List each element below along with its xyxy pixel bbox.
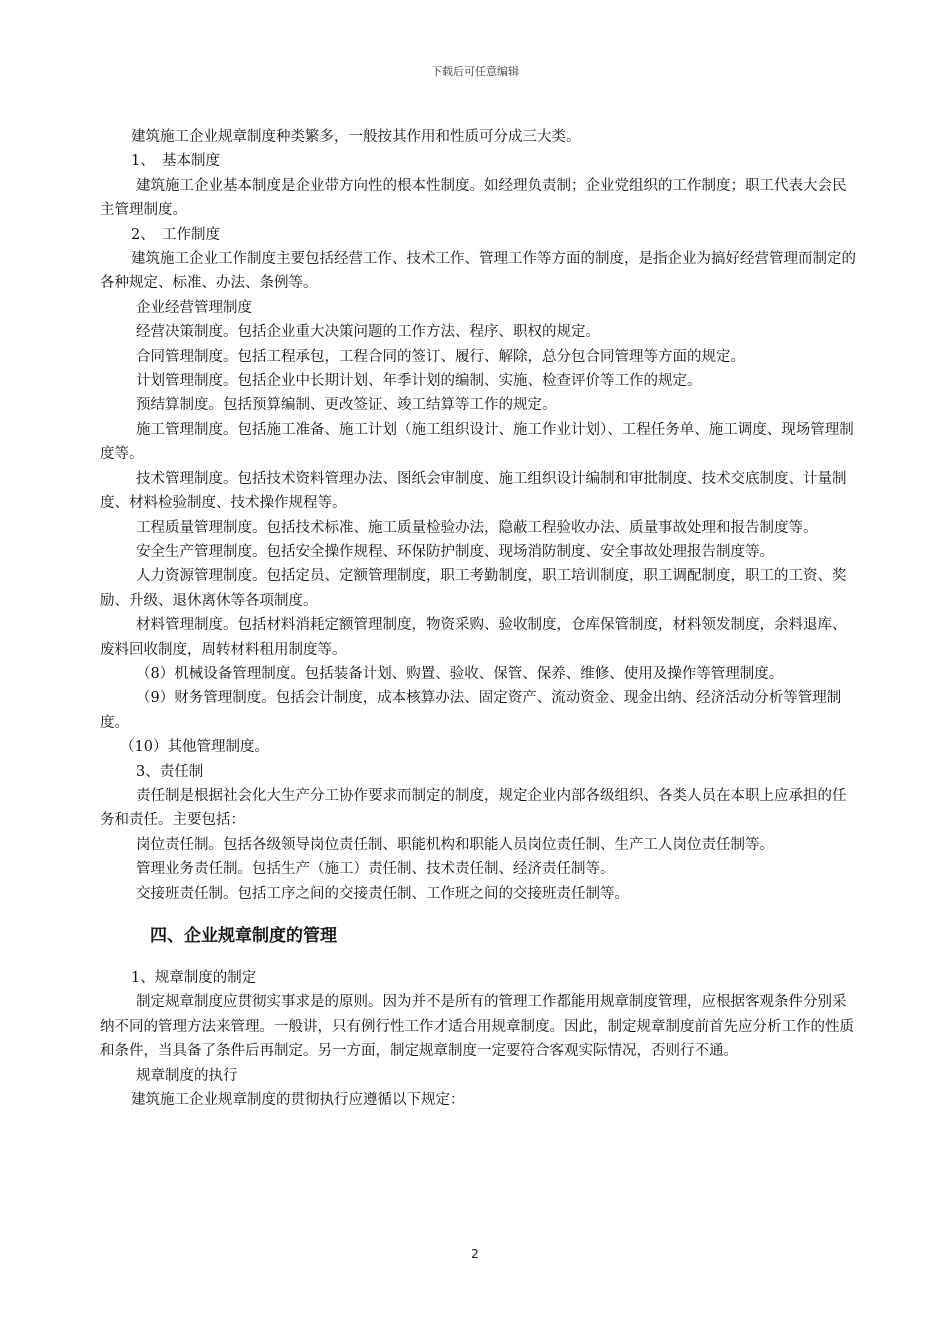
paragraph: 岗位责任制。包括各级领导岗位责任制、职能机构和职能人员岗位责任制、生产工人岗位责任制等。	[136, 836, 774, 853]
paragraph: （9）财务管理制度。包括会计制度，成本核算办法、固定资产、流动资金、现金出纳、经济活动分析等管理制度。	[100, 690, 842, 731]
paragraph: 规章制度的执行	[136, 1067, 238, 1084]
paragraph: （10）其他管理制度。	[120, 739, 269, 756]
paragraphs-top	[100, 125, 860, 906]
paragraph: 合同管理制度。包括工程承包，工程合同的签订、履行、解除，总分包合同管理等方面的规定。	[136, 348, 745, 365]
paragraph: 1、 基本制度	[131, 153, 220, 170]
paragraph: 计划管理制度。包括企业中长期计划、年季计划的编制、实施、检查评价等工作的规定。	[136, 373, 702, 390]
paragraph: 3、责任制	[136, 763, 204, 780]
paragraphs-bottom	[100, 966, 860, 1112]
paragraph: 2、 工作制度	[131, 226, 220, 243]
paragraph: （8）机械设备管理制度。包括装备计划、购置、验收、保管、保养、维修、使用及操作等管理制度。	[136, 665, 784, 682]
paragraph: 建筑施工企业规章制度的贯彻执行应遵循以下规定：	[131, 1092, 465, 1109]
paragraph: 材料管理制度。包括材料消耗定额管理制度，物资采购、验收制度，仓库保管制度，材料领发制度，余料退库、废料回收制度，周转材料租用制度等。	[100, 617, 847, 658]
paragraph: 人力资源管理制度。包括定员、定额管理制度，职工考勤制度，职工培训制度，职工调配制度，职工的工资、奖励、升级、退休离休等各项制度。	[100, 568, 847, 609]
paragraph: 责任制是根据社会化大生产分工协作要求而制定的制度，规定企业内部各级组织、各类人员在本职上应承担的任务和责任。主要包括：	[100, 787, 847, 829]
page-header: 下载后可任意编辑	[431, 65, 519, 78]
paragraph: 施工管理制度。包括施工准备、施工计划（施工组织设计、施工作业计划）、工程任务单、施工调度、现场管理制度等。	[100, 421, 854, 463]
paragraph: 制定规章制度应贯彻实事求是的原则。因为并不是所有的管理工作都能用规章制度管理，应根据客观条件分别采纳不同的管理方法来管理。一般讲，只有例行性工作才适合用规章制度。因此，制定规章制度前首先应分析工作的性质和条件，当具备了条件后再制定。另一方面，制定规章制度一定要符合客观实际情况，否则行不通。	[100, 994, 854, 1060]
paragraph: 技术管理制度。包括技术资料管理办法、图纸会审制度、施工组织设计编制和审批制度、技术交底制度、计量制度、材料检验制度、技术操作规程等。	[100, 470, 847, 512]
paragraph: 建筑施工企业规章制度种类繁多，一般按其作用和性质可分成三大类。	[131, 129, 581, 145]
paragraph: 建筑施工企业工作制度主要包括经营工作、技术工作、管理工作等方面的制度，是指企业为搞好经营管理而制定的各种规定、标准、办法、条例等。	[100, 251, 856, 292]
paragraph: 预结算制度。包括预算编制、更改签证、竣工结算等工作的规定。	[136, 397, 557, 414]
paragraph: 企业经营管理制度	[136, 299, 252, 316]
paragraph: 1、规章制度的制定	[131, 970, 257, 986]
paragraph: 经营决策制度。包括企业重大决策问题的工作方法、程序、职权的规定。	[136, 324, 600, 341]
section-heading: 四、企业规章制度的管理	[150, 926, 337, 946]
page-number: 2	[471, 1247, 479, 1261]
paragraph: 管理业务责任制。包括生产（施工）责任制、技术责任制、经济责任制等。	[136, 861, 615, 878]
paragraph: 交接班责任制。包括工序之间的交接责任制、工作班之间的交接班责任制等。	[136, 885, 629, 902]
paragraph: 工程质量管理制度。包括技术标准、施工质量检验办法，隐蔽工程验收办法、质量事故处理和报告制度等。	[136, 519, 818, 536]
paragraph: 建筑施工企业基本制度是企业带方向性的根本性制度。如经理负责制；企业党组织的工作制度；职工代表大会民主管理制度。	[100, 177, 847, 219]
document-body	[100, 125, 860, 1112]
paragraph: 安全生产管理制度。包括安全操作规程、环保防护制度、现场消防制度、安全事故处理报告制度等。	[136, 543, 774, 560]
